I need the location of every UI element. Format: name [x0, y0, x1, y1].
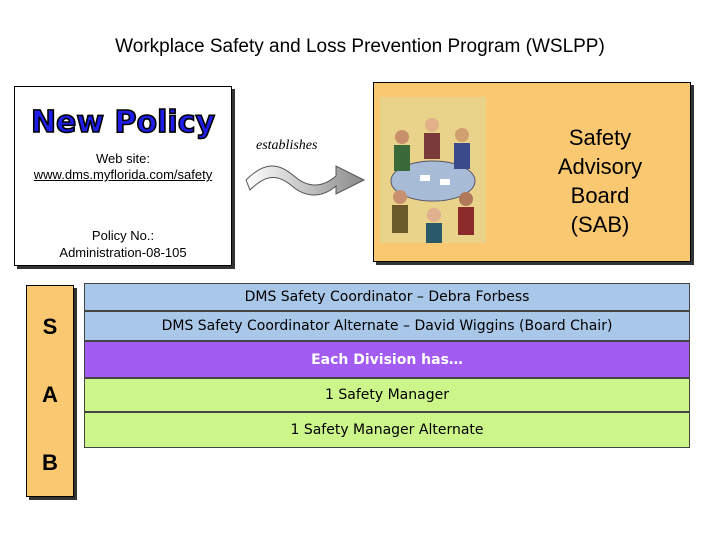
- sab-acronym-column: [26, 285, 74, 497]
- svg-text:New Policy: New Policy: [30, 105, 216, 140]
- policy-number: [15, 227, 231, 261]
- new-policy-logo: [30, 105, 216, 140]
- web-site-label: Web site:: [96, 151, 150, 166]
- acronym-letter-b: B: [42, 450, 58, 475]
- web-site-link[interactable]: www.dms.myflorida.com/safety: [33, 167, 213, 182]
- acronym-letter-a: A: [42, 382, 58, 407]
- division-header-row: Each Division has…: [84, 341, 690, 378]
- board-name-line: Advisory: [557, 154, 643, 179]
- policy-number-label: Policy No.:: [91, 228, 155, 243]
- board-name: [526, 123, 674, 239]
- board-name-line: Board: [570, 183, 630, 208]
- acronym-letter-s: S: [42, 314, 58, 339]
- safety-manager-row: 1 Safety Manager: [84, 378, 690, 412]
- safety-advisory-board-box: [373, 82, 691, 262]
- curvy-arrow-icon: [244, 158, 366, 198]
- coordinator-alternate-row: DMS Safety Coordinator Alternate – David Wiggins (Board Chair): [84, 311, 690, 341]
- coordinator-row: DMS Safety Coordinator – Debra Forbess: [84, 283, 690, 311]
- policy-box: [14, 86, 232, 266]
- board-name-line: Safety: [568, 125, 632, 150]
- connector-label: establishes: [256, 138, 318, 153]
- page-title: Workplace Safety and Loss Prevention Program (WSLPP): [115, 36, 605, 57]
- board-name-line: (SAB): [570, 212, 630, 237]
- meeting-illustration: [380, 97, 486, 243]
- policy-number-value: Administration-08-105: [59, 245, 187, 260]
- safety-manager-alternate-row: 1 Safety Manager Alternate: [84, 412, 690, 448]
